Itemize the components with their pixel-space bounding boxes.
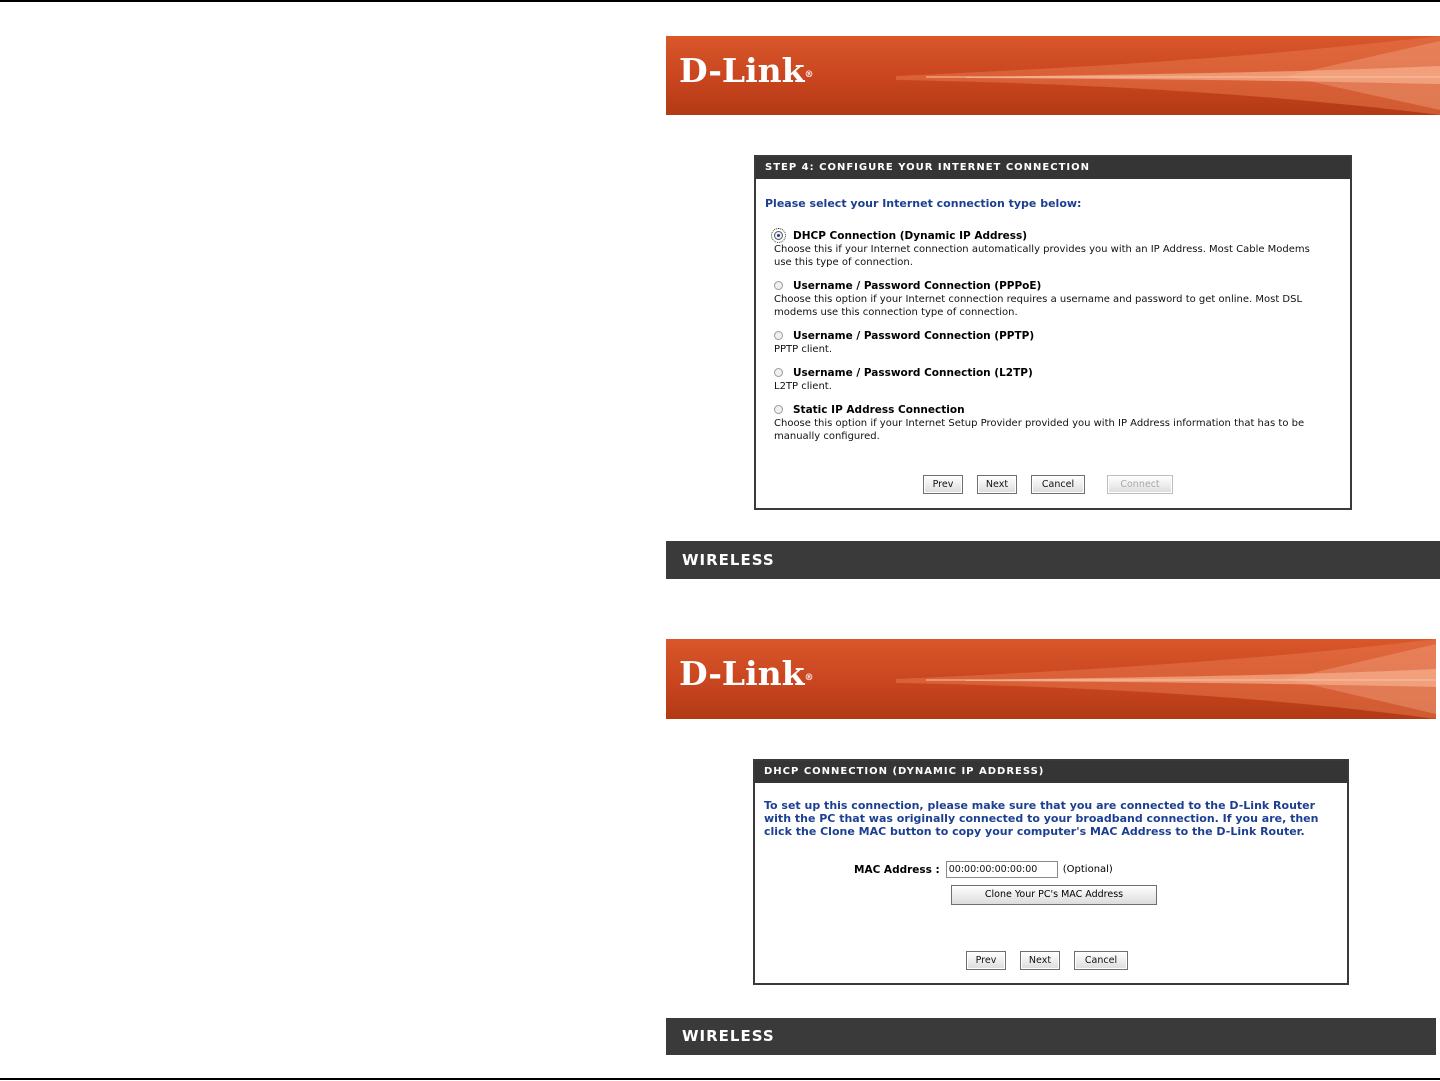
option-dhcp-label: DHCP Connection (Dynamic IP Address)	[793, 229, 1028, 242]
radio-l2tp[interactable]	[774, 368, 783, 377]
wireless-footer-bar: WIRELESS	[666, 1018, 1436, 1055]
dlink-logo-text: D-Link	[679, 654, 805, 693]
setup-screenshot-step4	[666, 36, 1440, 579]
dlink-logo-text: D-Link	[679, 51, 805, 90]
panel-title: STEP 4: CONFIGURE YOUR INTERNET CONNECTION	[756, 157, 1350, 179]
option-pptp-label: Username / Password Connection (PPTP)	[793, 329, 1035, 342]
wizard-button-row	[966, 951, 1142, 970]
dhcp-connection-panel	[753, 759, 1349, 985]
wireless-footer-bar: WIRELESS	[666, 541, 1440, 579]
option-static-ip-desc: Choose this option if your Internet Setup Provider provided you with IP Address information that has to be manually configured.	[774, 418, 1305, 442]
radio-pppoe[interactable]	[774, 281, 783, 290]
next-button[interactable]: Next	[977, 475, 1017, 494]
registered-mark: ®	[804, 673, 814, 683]
mac-address-row	[854, 861, 1113, 878]
setup-screenshot-dhcp	[666, 639, 1436, 1055]
clone-mac-button[interactable]: Clone Your PC's MAC Address	[951, 885, 1157, 905]
page-top-rule	[0, 0, 1440, 2]
connection-type-panel	[754, 155, 1352, 510]
prev-button[interactable]: Prev	[923, 475, 963, 494]
prev-button[interactable]: Prev	[966, 951, 1006, 970]
mac-address-input[interactable]: 00:00:00:00:00:00	[946, 861, 1058, 878]
option-static-ip-label: Static IP Address Connection	[793, 403, 965, 416]
dlink-header-banner	[666, 36, 1440, 115]
mac-optional-label: (Optional)	[1062, 864, 1113, 875]
dlink-header-banner	[666, 639, 1436, 719]
radio-pptp[interactable]	[774, 331, 783, 340]
option-l2tp-label: Username / Password Connection (L2TP)	[793, 366, 1033, 379]
registered-mark: ®	[804, 70, 814, 80]
radio-dhcp[interactable]	[774, 231, 783, 240]
option-l2tp-desc: L2TP client.	[774, 381, 832, 392]
next-button[interactable]: Next	[1020, 951, 1060, 970]
option-pppoe-label: Username / Password Connection (PPPoE)	[793, 279, 1042, 292]
option-dhcp	[774, 228, 1350, 269]
cancel-button[interactable]: Cancel	[1031, 475, 1085, 494]
option-l2tp	[774, 365, 1350, 393]
dlink-logo	[679, 51, 814, 91]
intro-text: To set up this connection, please make sure that you are connected to the D-Link Router with the PC that was originally connected to your broadband connection. If you are, then click the Clone MAC button to copy your computer's MAC Address to the D-Link Router.	[764, 799, 1319, 838]
intro-text: Please select your Internet connection type below:	[765, 197, 1082, 210]
option-static-ip	[774, 402, 1350, 443]
connect-button[interactable]: Connect	[1107, 475, 1173, 494]
option-pppoe-desc: Choose this option if your Internet connection requires a username and password to get online. Most DSL modems use this connection type of connection.	[774, 294, 1303, 318]
cancel-button[interactable]: Cancel	[1074, 951, 1128, 970]
wizard-button-row	[923, 475, 1187, 494]
radio-static-ip[interactable]	[774, 405, 783, 414]
option-pptp	[774, 328, 1350, 356]
panel-title: DHCP CONNECTION (DYNAMIC IP ADDRESS)	[755, 761, 1347, 783]
page-bottom-rule	[0, 1078, 1440, 1080]
option-pptp-desc: PPTP client.	[774, 344, 833, 355]
option-dhcp-desc: Choose this if your Internet connection automatically provides you with an IP Address. Most Cable Modems use this type of connection.	[774, 244, 1310, 268]
dlink-logo	[679, 654, 814, 694]
option-pppoe	[774, 278, 1350, 319]
mac-address-label: MAC Address :	[854, 863, 940, 876]
